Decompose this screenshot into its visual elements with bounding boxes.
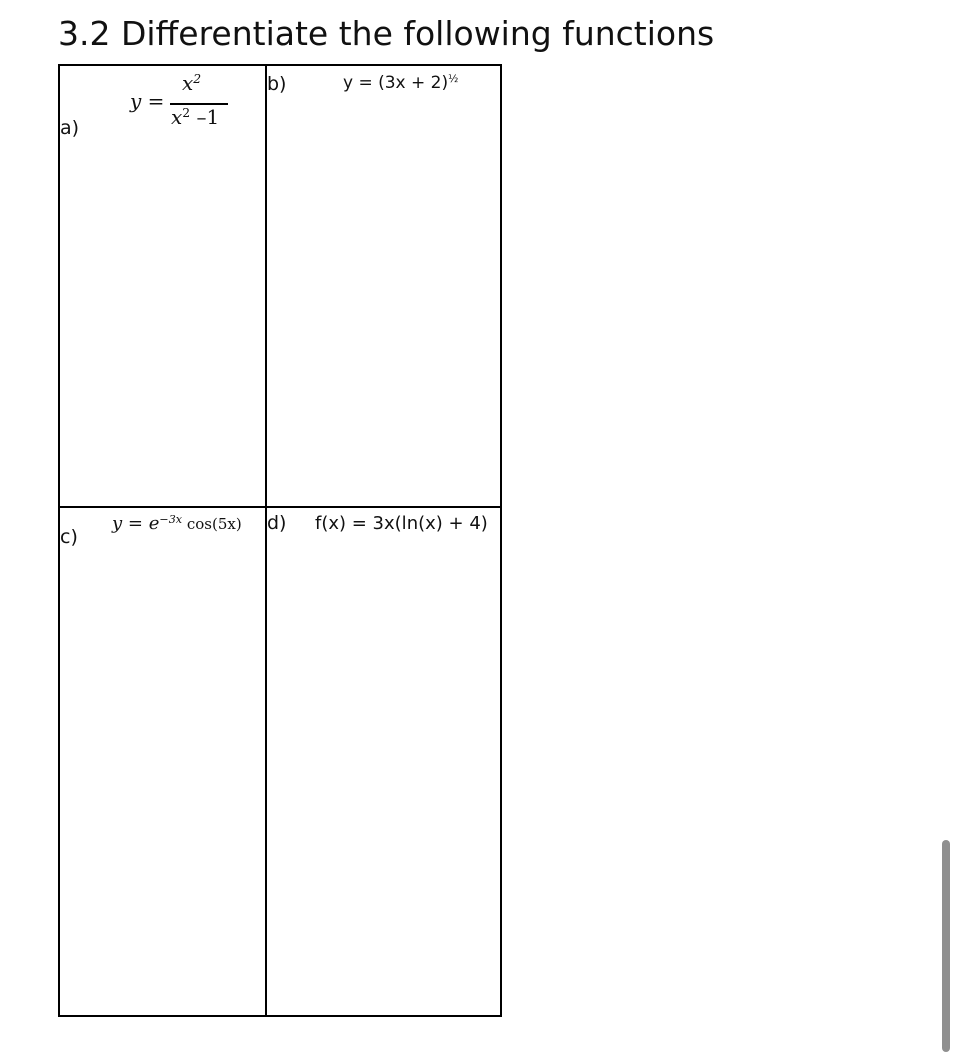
problem-d-label: d) [267,512,287,534]
problem-a-numerator: $x^2$ [182,71,202,95]
problem-a-label: a) [60,117,80,139]
problem-c-equation: $y = e^{-3x}$ cos(5x) [112,512,242,534]
column-divider [265,66,267,1015]
page-title: 3.2 Differentiate the following functions [58,14,715,53]
problem-a-denominator: $x^2$ –1 [171,105,220,129]
problem-d-equation: f(x) = 3x(ln(x) + 4) [315,513,488,534]
problem-a-lhs: y = [130,89,165,113]
vertical-scrollbar-thumb[interactable] [942,840,950,1052]
problem-b-equation: $y = (3x + 2)^{\frac{1}{2}}$ [343,73,459,93]
problem-a-equation [130,71,240,133]
problem-b-label: b) [267,73,287,95]
problem-c-label: c) [60,526,78,548]
worksheet-table [58,64,502,1017]
row-divider [60,506,500,508]
